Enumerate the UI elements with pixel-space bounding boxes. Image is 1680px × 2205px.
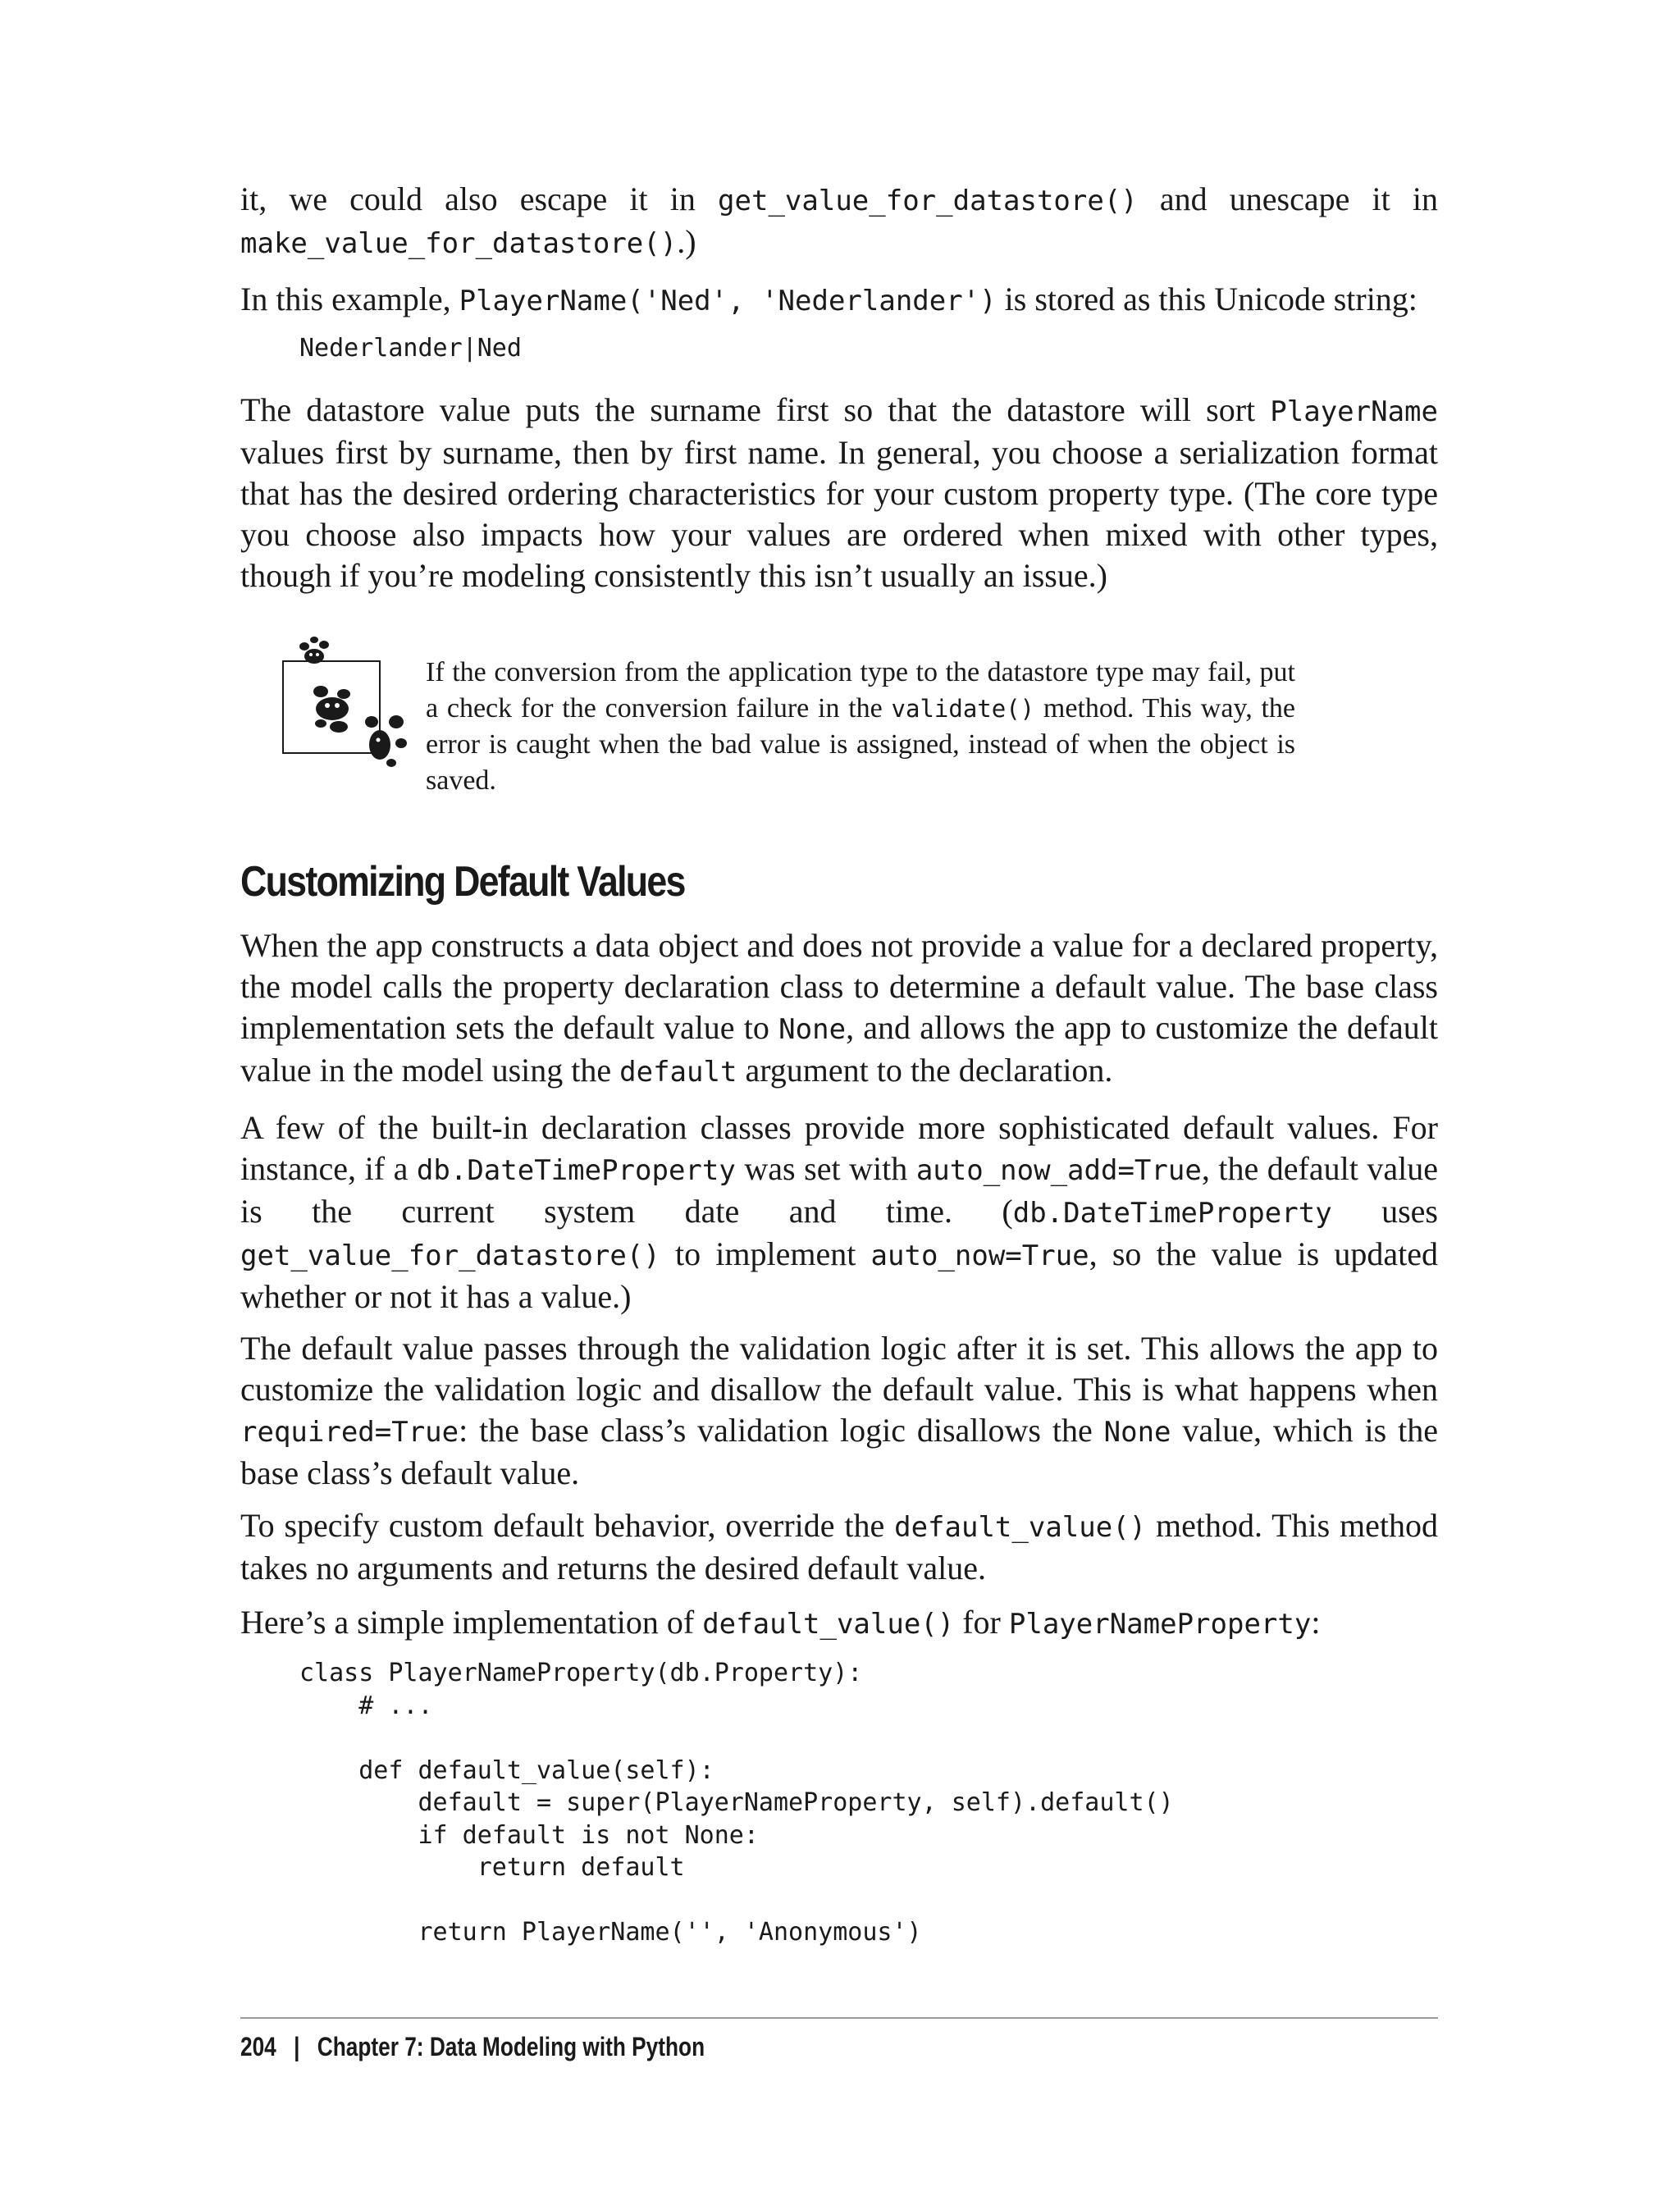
text: The default value passes through the validation logic after it is set. This allows the app to customize the validation logic and disallow the default value. This is what happens when [240,1330,1438,1408]
code-line: # ... [299,1691,433,1720]
paragraph-example-intro [240,279,1438,322]
inline-code: PlayerNameProperty [1008,1608,1312,1641]
text: , the default value is the current system date and time. ( [240,1150,1439,1230]
code-line: def default_value(self): [299,1755,714,1785]
text: A few of the built-in declaration classes provide more sophisticated default values. For instance, if a [240,1109,1438,1187]
tip-icon-graphic [281,630,421,778]
text: When the app constructs a data object and does not provide a value for a declared property, the model calls the property declaration class to determine a default value. The base class implementation sets the default value to [240,927,1438,1046]
text: and unescape it in [1137,180,1438,217]
inline-code: None [1103,1416,1171,1449]
text: is stored as this Unicode string: [996,281,1418,317]
text: .) [677,223,696,260]
text: it, we could also escape it in [240,180,719,217]
inline-code: db.DateTimeProperty [416,1154,736,1187]
text: : [1311,1604,1321,1641]
text: The datastore value puts the surname first so that the datastore will sort [240,391,1271,428]
code-line: default = super(PlayerNameProperty, self).default() [299,1788,1174,1817]
chapter-title: Chapter 7: Data Modeling with Python [317,2032,705,2061]
inline-code: get_value_for_datastore() [718,185,1138,217]
inline-code: get_value_for_datastore() [240,1239,660,1272]
tip-note-text [426,655,1295,798]
text: uses [1331,1193,1438,1230]
text: for [954,1604,1009,1641]
text: to implement [660,1235,871,1272]
paragraph-default-values-intro [240,925,1438,1093]
book-page [240,0,1438,2205]
text: method. This way, the error is caught when the bad value is assigned, instead of when the object is saved. [426,692,1295,796]
inline-code: required=True [240,1416,459,1449]
inline-code: PlayerName('Ned', 'Nederlander') [459,285,997,317]
inline-code: make_value_for_datastore() [240,227,678,260]
page-footer [240,2026,705,2067]
footer-separator: | [294,2032,300,2061]
paragraph-override-default [240,1505,1438,1589]
code-line: return PlayerName('', 'Anonymous') [299,1918,922,1947]
text: Here’s a simple implementation of [240,1604,703,1641]
text: , so the value is updated whether or not it has a value.) [240,1235,1439,1315]
footer-divider [240,2017,1438,2019]
paragraph-implementation-intro [240,1602,1438,1645]
inline-code: default_value() [702,1608,955,1641]
inline-code: default [619,1056,737,1089]
inline-code: default_value() [894,1511,1147,1544]
text: To specify custom default behavior, override the [240,1507,895,1544]
text: was set with [735,1150,916,1187]
inline-code: auto_now_add=True [915,1154,1202,1187]
inline-code: PlayerName [1270,395,1438,428]
text: values first by surname, then by first name. In general, you choose a serialization format that has the desired ordering characteristics for your custom property type. (The core type you choose also impacts how your values are ordered when mixed with other types, though if you’re modeling consistently this isn’t usually an issue.) [240,434,1438,594]
paragraph-builtin-defaults [240,1107,1438,1317]
text: argument to the declaration. [737,1052,1113,1089]
text: : the base class’s validation logic disallows the [459,1412,1104,1449]
paragraph-validation-logic [240,1328,1438,1494]
inline-code: db.DateTimeProperty [1012,1197,1332,1230]
section-heading: Customizing Default Values [240,858,685,906]
text: method. This method takes no arguments and returns the desired default value. [240,1507,1439,1586]
code-line: if default is not None: [299,1820,759,1850]
text: , and allows the app to customize the default value in the model using the [240,1009,1439,1089]
inline-code: validate() [891,694,1035,723]
code-line: return default [299,1853,685,1882]
text: In this example, [240,281,459,317]
example-string: Nederlander|Ned [299,334,522,363]
paragraph-escape-note [240,179,1438,264]
code-line: class PlayerNameProperty(db.Property): [299,1659,863,1687]
code-listing [299,1657,1174,1949]
inline-code: None [778,1013,847,1046]
paragraph-sort-order [240,390,1438,596]
page-number: 204 [240,2032,276,2061]
text: If the conversion from the application type to the datastore type may fail, put a check for the conversion failure in the [426,657,1295,724]
text: value, which is the base class’s default value. [240,1412,1438,1491]
tip-animals-icon [281,630,421,778]
inline-code: auto_now=True [870,1239,1089,1272]
